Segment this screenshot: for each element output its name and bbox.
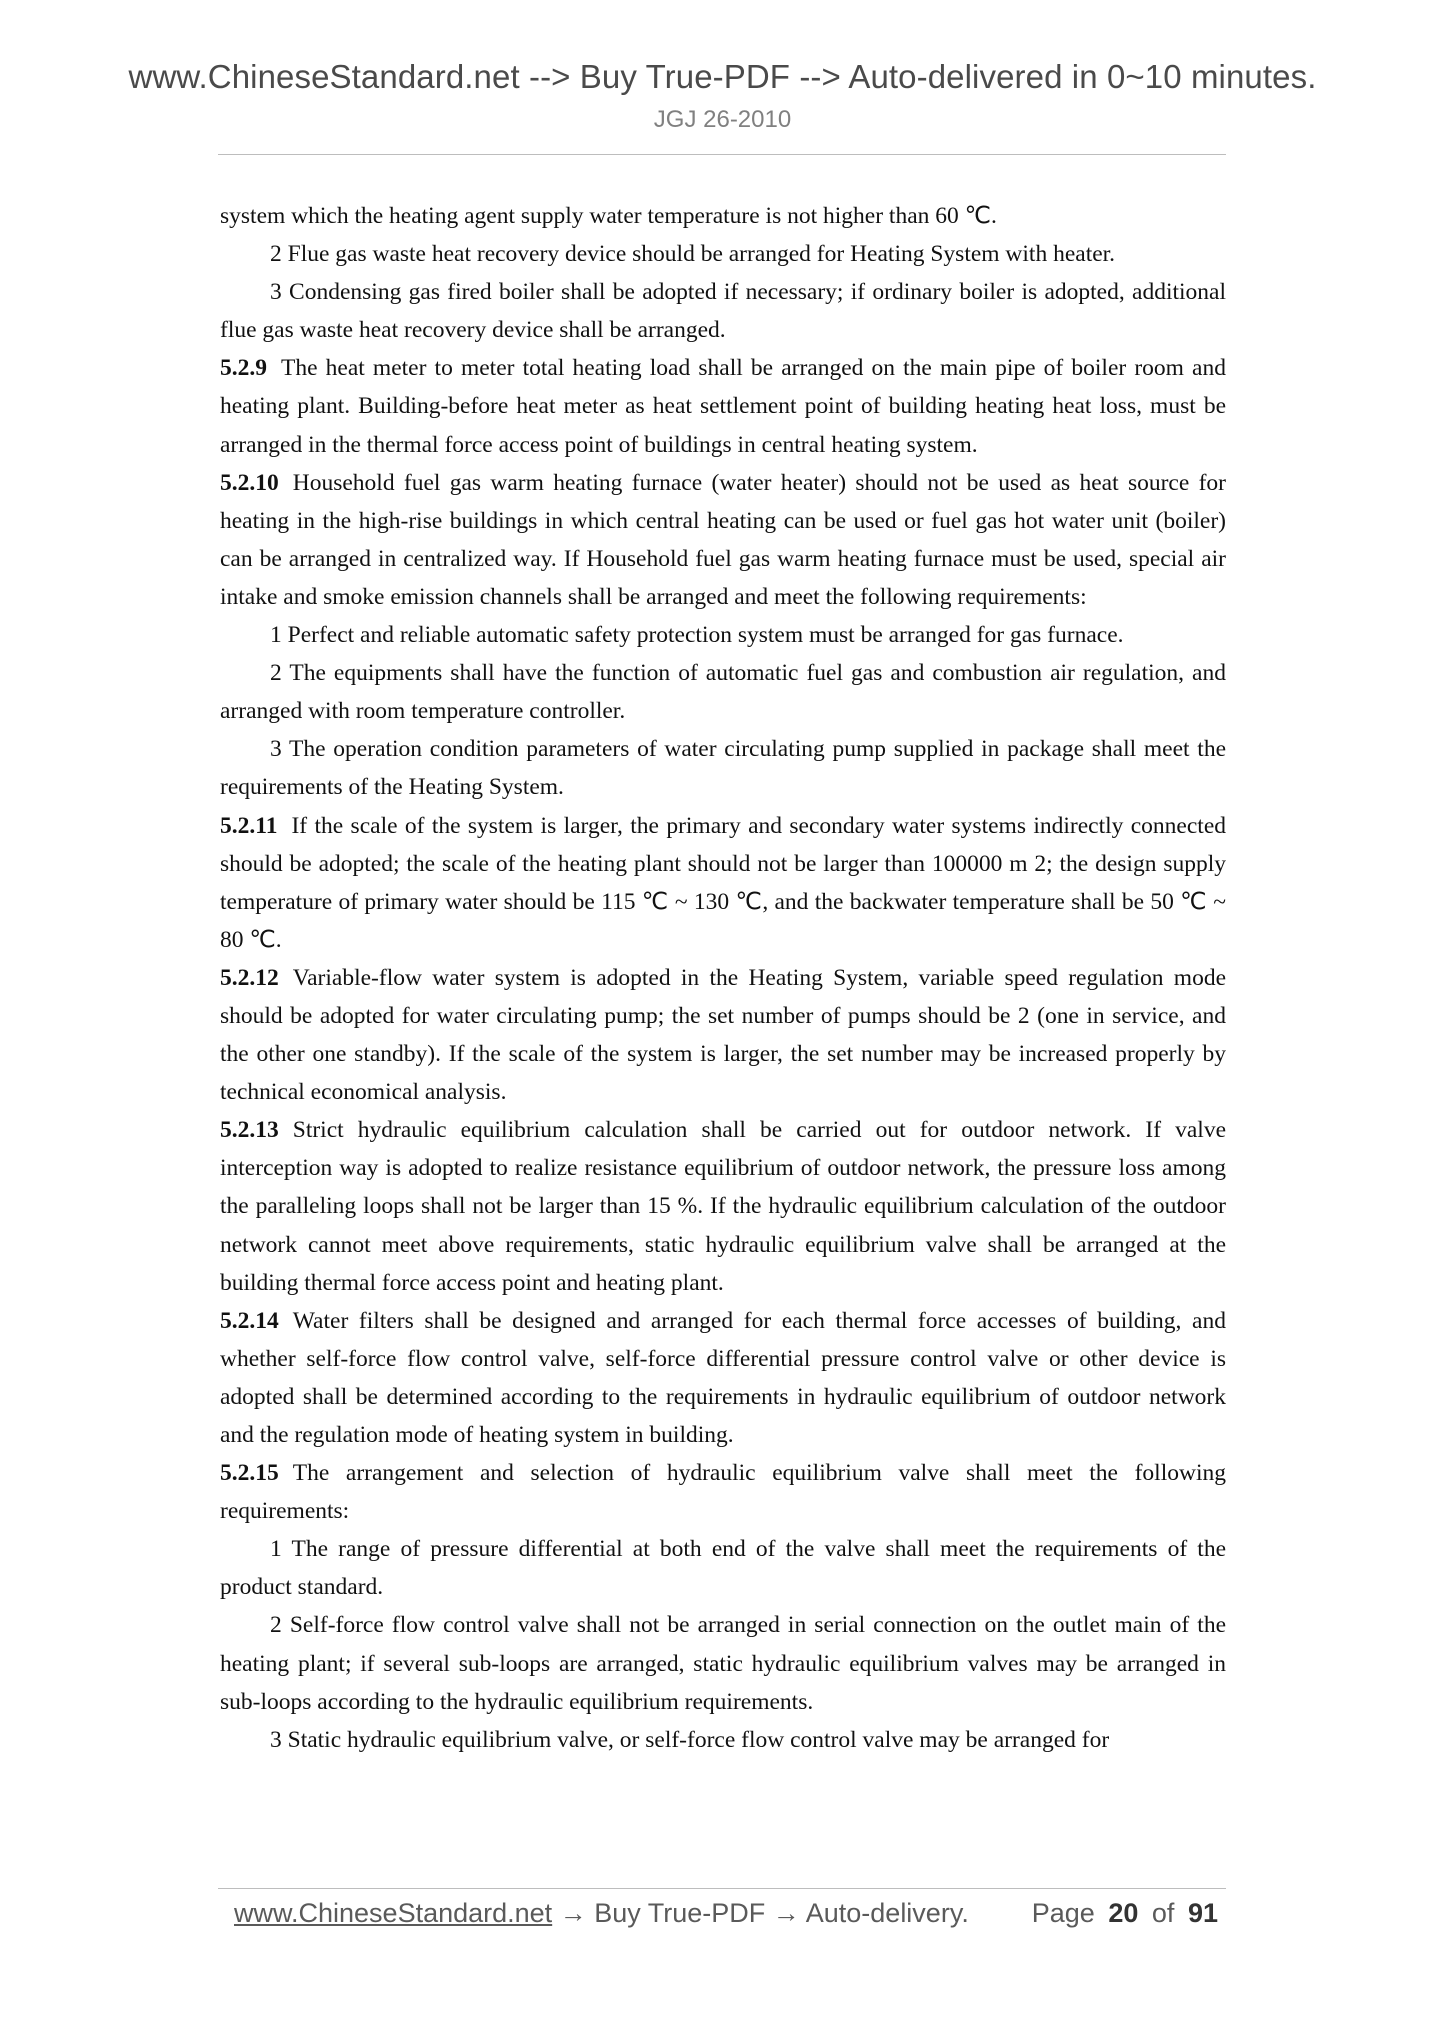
list-item-paragraph bbox=[220, 654, 1226, 730]
clause-number: 5.2.12 bbox=[220, 964, 279, 991]
list-item-paragraph bbox=[220, 616, 1226, 654]
list-item-paragraph bbox=[220, 730, 1226, 806]
paragraph-text: Water filters shall be designed and arranged for each thermal force accesses of building, and whether self-force flow control valve, self-force differential pressure control valve or other device is adopted shall be determined according to the requirements in hydraulic equilibrium of outdoor network and the regulation mode of heating system in building. bbox=[220, 1307, 1226, 1448]
clause-number: 5.2.13 bbox=[220, 1117, 279, 1144]
page-total: 91 bbox=[1187, 1898, 1218, 1928]
paragraph-text: If the scale of the system is larger, the primary and secondary water systems indirectly connected should be adopted; the scale of the heating plant should not be larger than 100000 m 2; the design supply temperature of primary water should be 115 ℃ ~ 130 ℃, and the backwater temperature shall be 50 ℃ ~ 80 ℃. bbox=[220, 812, 1226, 953]
clause-paragraph bbox=[220, 807, 1226, 959]
document-body bbox=[220, 197, 1226, 1759]
list-item-paragraph bbox=[220, 235, 1226, 273]
clause-number: 5.2.9 bbox=[220, 355, 267, 382]
page-indicator bbox=[1032, 1898, 1224, 1929]
footer-promo bbox=[234, 1898, 969, 1929]
clause-number: 5.2.10 bbox=[220, 469, 279, 496]
paragraph-text: 2 Flue gas waste heat recovery device should be arranged for Heating System with heater. bbox=[270, 241, 1116, 268]
paragraph-text: 2 The equipments shall have the function of automatic fuel gas and combustion air regulation, and arranged with room temperature controller. bbox=[220, 660, 1226, 725]
paragraph-text: The heat meter to meter total heating load shall be arranged on the main pipe of boiler room and heating plant. Building-before heat meter as heat settlement point of building heating heat loss, must be arranged in the thermal force access point of buildings in central heating system. bbox=[220, 355, 1226, 458]
paragraph-text: Variable-flow water system is adopted in the Heating System, variable speed regulation mode should be adopted for water circulating pump; the set number of pumps should be 2 (one in service, and the other one standby). If the scale of the system is larger, the set number may be increased properly by technical economical analysis. bbox=[220, 964, 1226, 1106]
paragraph-text: 3 Static hydraulic equilibrium valve, or self-force flow control valve may be arranged for bbox=[270, 1726, 1110, 1753]
paragraph-text: 3 Condensing gas fired boiler shall be adopted if necessary; if ordinary boiler is adopted, additional flue gas waste heat recovery device shall be arranged. bbox=[220, 279, 1226, 344]
header-banner: www.ChineseStandard.net --> Buy True-PDF --> Auto-delivered in 0~10 minutes. bbox=[128, 58, 1317, 95]
clause-paragraph bbox=[220, 1454, 1226, 1530]
footer-site-link[interactable]: www.ChineseStandard.net bbox=[234, 1898, 553, 1928]
paragraph-text: 3 The operation condition parameters of water circulating pump supplied in package shall meet the requirements of the Heating System. bbox=[220, 736, 1226, 801]
clause-number: 5.2.14 bbox=[220, 1307, 279, 1334]
clause-number: 5.2.11 bbox=[220, 812, 278, 839]
footer-divider bbox=[218, 1888, 1226, 1889]
page-number: 20 bbox=[1108, 1898, 1139, 1928]
clause-paragraph bbox=[220, 959, 1226, 1111]
clause-number: 5.2.15 bbox=[220, 1460, 279, 1487]
of-word: of bbox=[1151, 1898, 1175, 1928]
paragraph-text: system which the heating agent supply water temperature is not higher than 60 ℃. bbox=[220, 203, 997, 229]
clause-paragraph bbox=[220, 1302, 1226, 1454]
paragraph-text: The arrangement and selection of hydraulic equilibrium valve shall meet the following requirements: bbox=[220, 1460, 1226, 1525]
page-footer bbox=[234, 1898, 1228, 1934]
page-word: Page bbox=[1031, 1898, 1095, 1928]
standard-code: JGJ 26-2010 bbox=[653, 106, 792, 133]
footer-promo-text: → Buy True-PDF → Auto-delivery. bbox=[552, 1898, 969, 1928]
paragraph-text: 2 Self-force flow control valve shall not be arranged in serial connection on the outlet main of the heating plant; if several sub-loops are arranged, static hydraulic equilibrium valves may be arranged in sub-loops according to the hydraulic equilibrium requirements. bbox=[220, 1612, 1226, 1715]
paragraph-text: Household fuel gas warm heating furnace (water heater) should not be used as heat source for heating in the high-rise buildings in which central heating can be used or fuel gas hot water unit (boiler) can be arranged in centralized way. If Household fuel gas warm heating furnace must be used, special air intake and smoke emission channels shall be arranged and meet the following requirements: bbox=[220, 469, 1226, 610]
list-item-paragraph bbox=[220, 197, 1226, 235]
clause-paragraph bbox=[220, 1111, 1226, 1301]
list-item-paragraph bbox=[220, 1530, 1226, 1606]
header-divider bbox=[218, 154, 1226, 155]
clause-paragraph bbox=[220, 464, 1226, 616]
clause-paragraph bbox=[220, 349, 1226, 463]
paragraph-text: 1 The range of pressure differential at both end of the valve shall meet the requirements of the product standard. bbox=[220, 1536, 1226, 1601]
paragraph-text: Strict hydraulic equilibrium calculation shall be carried out for outdoor network. If valve interception way is adopted to realize resistance equilibrium of outdoor network, the pressure loss among the paralleling loops shall not be larger than 15 %. If the hydraulic equilibrium calculation of the outdoor network cannot meet above requirements, static hydraulic equilibrium valve shall be arranged at the building thermal force access point and heating plant. bbox=[220, 1117, 1226, 1296]
list-item-paragraph bbox=[220, 1606, 1226, 1720]
list-item-paragraph bbox=[220, 1721, 1226, 1759]
paragraph-text: 1 Perfect and reliable automatic safety protection system must be arranged for gas furnace. bbox=[270, 622, 1124, 649]
list-item-paragraph bbox=[220, 273, 1226, 349]
